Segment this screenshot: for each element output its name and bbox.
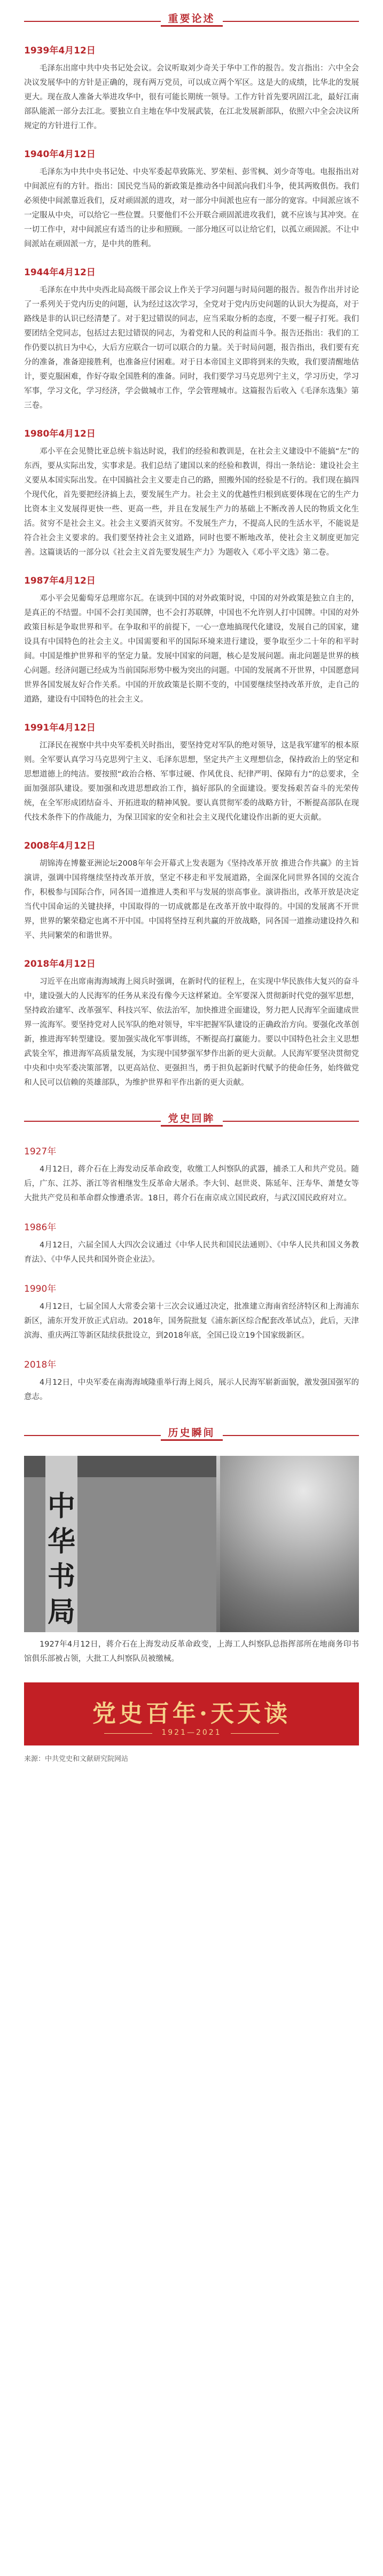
section-header-photo bbox=[0, 1421, 383, 1444]
entry-1939 bbox=[0, 43, 383, 134]
entry-2008 bbox=[0, 838, 383, 943]
section-title-photo: 历史瞬间 bbox=[160, 1425, 222, 1441]
signboard-char: 中 bbox=[48, 1490, 76, 1523]
section-title-important: 重要论述 bbox=[160, 11, 222, 27]
entry-date: 1987年4月12日 bbox=[24, 576, 96, 586]
history-text: 4月12日，六届全国人大四次会议通过《中华人民共和国民法通则》、《中华人民共和国义务教育法》、《中华人民共和国外资企业法》。 bbox=[24, 1241, 359, 1264]
entry-paragraph: 邓小平在会见赞比亚总统卡翁达时说，我们的经验和教训是，在社会主义建设中不能搞“左”的东西，要从实际出发，实事求是。我们总结了建国以来的经验和教训，得出一条结论：建设社会主义要从本国实际出发。在中国搞社会主义要走自己的路，照搬外国的经验是不行的。我们现在搞四个现代化，首先要把经济搞上去，要发展生产力。社会主义的优越性归根到底要体现在它的生产力比资本主义发展得更快一些、更高一些，并且在发展生产力的基础上不断改善人民的物质文化生活。贫穷不是社会主义。社会主义要消灭贫穷。不发展生产力，不提高人民的生活水平，不能说是符合社会主义要求的。我们要坚持社会主义道路，同时也要不断地改革，使社会主义制度更加完善。这篇谈话的一部分以《社会主义首先要发展生产力》为题收入《邓小平文选》第二卷。 bbox=[24, 447, 359, 557]
history-entry-1990 bbox=[0, 1281, 383, 1343]
entry-1987 bbox=[0, 573, 383, 707]
historical-photo bbox=[24, 1456, 359, 1632]
entry-date: 1980年4月12日 bbox=[24, 429, 96, 439]
history-entries bbox=[0, 1144, 383, 1405]
history-text: 4月12日，中央军委在南海海域隆重举行海上阅兵，展示人民海军崭新面貌，激发强国强军的意志。 bbox=[24, 1378, 359, 1401]
entry-date: 2018年4月12日 bbox=[24, 959, 96, 969]
section-title-history: 党史回眸 bbox=[160, 1111, 222, 1127]
entry-date: 2008年4月12日 bbox=[24, 841, 96, 851]
entry-1980 bbox=[0, 426, 383, 560]
history-entry-1986 bbox=[0, 1220, 383, 1267]
section-header-history bbox=[0, 1106, 383, 1130]
entry-2018 bbox=[0, 956, 383, 1090]
history-date: 1927年 bbox=[24, 1146, 57, 1157]
article-page bbox=[0, 6, 383, 2576]
history-date: 1986年 bbox=[24, 1222, 57, 1233]
entry-1940 bbox=[0, 146, 383, 252]
history-date: 1990年 bbox=[24, 1284, 57, 1294]
entry-paragraph: 邓小平会见葡萄牙总理席尔瓦。在谈到中国的对外政策时说，中国的对外政策是独立自主的，是真正的不结盟。中国不会打美国牌，也不会打苏联牌，中国也不允许别人打中国牌。中国的对外政策目标是争取世界和平。在争取和平的前提下，一心一意地搞现代化建设，发展自己的国家，建设具有中国特色的社会主义。中国需要和平的国际环境来进行建设，要争取至少二十年的和平时间。中国是维护世界和平的坚定力量。发展中国家的问题，核心是发展问题。南北问题是世界的核心问题。经济问题已经成为当前国际形势中极为突出的问题。中国的发展离不开世界，中国愿意同世界各国发展友好合作关系。中国的开放政策是长期不变的，中国要继续坚持改革开放，走自己的道路，建设有中国特色的社会主义。 bbox=[24, 594, 359, 704]
history-text: 4月12日，蒋介石在上海发动反革命政变，收缴工人纠察队的武器，捕杀工人和共产党员。随后，广东、江苏、浙江等省相继发生反革命大屠杀。李大钊、赵世炎、陈延年、汪寿华、萧楚女等大批共产党员和革命群众惨遭杀害。18日，蒋介石在南京成立国民政府，与武汉国民政府对立。 bbox=[24, 1165, 359, 1202]
important-entries bbox=[0, 43, 383, 1090]
entry-paragraph: 毛泽东出席中共中央书记处会议。会议听取刘少奇关于华中工作的报告。发言指出：六中全会决议发展华中的方针是正确的，现有两万党员，可以成立两个军区。这是大的成绩，比华北的发展更大。现在敌人准备大举进攻华中，很有可能长期统一领导。工作方针首先要巩固江北，最好江南部队能派一部分去江北。要独立自主地在华中发展武装，在江北发展新部队，依照六中全会决议所规定的方针进行工作。 bbox=[24, 64, 359, 130]
entry-paragraph: 江泽民在视察中共中央军委机关时指出，要坚持党对军队的绝对领导，这是我军建军的根本原则。全军要认真学习马克思列宁主义、毛泽东思想，坚定共产主义理想信念，保持政治上的坚定和思想道德上的纯洁。要按照“政治合格、军事过硬、作风优良、纪律严明、保障有力”的总要求，全面加强部队建设。要加强和改进思想政治工作，搞好部队的全面建设。要发扬艰苦奋斗的光荣传统，在全军形成团结奋斗、开拓进取的精神风貌。要认真贯彻军委的战略方针，不断提高部队在现代技术条件下的作战能力，为保卫国家的安全和社会主义现代化建设作出新的更大贡献。 bbox=[24, 741, 359, 822]
entry-paragraph: 习近平在出席南海海域海上阅兵时强调，在新时代的征程上，在实现中华民族伟大复兴的奋斗中，建设强大的人民海军的任务从来没有像今天这样紧迫。全军要深入贯彻新时代党的强军思想，坚持政治建军、改革强军、科技兴军、依法治军，加快推进全面建设，努力把人民海军全面建成世界一流海军。要坚持党对人民军队的绝对领导，牢牢把握军队建设的正确政治方向。要强化改革创新，推进海军转型建设。要加强实战化军事训练，不断提高打赢能力。要以中国特色社会主义思想武装全军，推进海军高质量发展，为实现中国梦强军梦作出新的更大贡献。人民海军要坚决贯彻党中央和中央军委决策部署，以更高站位、更强担当，勇于担负起新时代赋予的使命任务，始终做党和人民可以信赖的英雄部队，为维护世界和平作出新的更大贡献。 bbox=[24, 977, 359, 1087]
photo-caption: 1927年4月12日，蒋介石在上海发动反革命政变，上海工人纠察队总指挥部所在地商务印书馆俱乐部被占领，大批工人纠察队员被缴械。 bbox=[24, 1640, 359, 1663]
entry-date: 1944年4月12日 bbox=[24, 267, 96, 278]
entry-1944 bbox=[0, 265, 383, 413]
entry-paragraph: 毛泽东为中共中央书记处、中央军委起草致陈光、罗荣桓、彭雪枫、刘少奇等电。电报指出对中间派应有的方针。指出：国民党当局的新政策是推动各中间派向我们斗争，使其两败俱伤。我们必须使中间派靠近我们，反对顽固派的进攻，对一部分中间派也应有一部分的宽容。中间派应该不一定服从中央，可以给它一些位置。只要他们不公开联合顽固派进攻我们，就不应该与其冲突。在一切工作中，对中间派应有适当的让步和照顾。一部分地区可以让给它们，以孤立顽固派。不让中间派站在顽固派一方，是中共的胜利。 bbox=[24, 168, 359, 249]
entry-date: 1939年4月12日 bbox=[24, 45, 96, 56]
history-date: 2018年 bbox=[24, 1360, 57, 1370]
signboard-char: 华 bbox=[48, 1525, 76, 1558]
signboard-char: 书 bbox=[48, 1561, 76, 1593]
photo-tree bbox=[220, 1456, 359, 1632]
entry-1991 bbox=[0, 720, 383, 825]
entry-paragraph: 胡锦涛在博鳌亚洲论坛2008年年会开幕式上发表题为《坚持改革开放 推进合作共赢》的主旨演讲，强调中国将继续坚持改革开放，坚定不移走和平发展道路，全面深化同世界各国的交流合作，积极参与国际合作，同各国一道推进人类和平与发展的崇高事业。演讲指出，改革开放是决定当代中国命运的关键抉择，中国取得的一切成就都是在改革开放中取得的。中国的发展离不开世界，世界的繁荣稳定也离不开中国。中国将坚持互利共赢的开放战略，同各国一道推动建设持久和平、共同繁荣的和谐世界。 bbox=[24, 859, 359, 940]
entry-date: 1991年4月12日 bbox=[24, 723, 96, 733]
history-text: 4月12日，七届全国人大常委会第十三次会议通过决定，批准建立海南省经济特区和上海浦东新区，浦东开发开放正式启动。2018年，国务院批复《浦东新区综合配套改革试点》，此后，天津滨海、重庆两江等新区陆续获批设立，到2018年底，全国已设立19个国家级新区。 bbox=[24, 1302, 359, 1340]
history-entry-2018 bbox=[0, 1357, 383, 1405]
history-entry-1927 bbox=[0, 1144, 383, 1206]
entry-paragraph: 毛泽东在中共中央西北局高级干部会议上作关于学习问题与时局问题的报告。报告作出并讨论了一系列关于党内历史的问题，认为经过这次学习，全党对于党内历史问题的认识大为提高，对于路线是非的认识已经清楚了。对于犯过错误的同志，应当采取分析的态度，不要一棍子打死。我们要团结全党同志，包括过去犯过错误的同志，为着党和人民的利益而斗争。报告还指出：我们的工作仍要以抗日为中心，大后方应联合一切可以联合的力量。关于时局问题，报告指出，我们要有充分的准备，准备迎接胜利，也准备应付困难。对于日本帝国主义即将到来的失败，我们要清醒地估计，要克服困难，作好夺取全国胜利的准备。同时，我们要学习马克思列宁主义，学习历史，学习军事，学习文化，学习经济，学会做城市工作，学会管理城市。这篇报告后收入《毛泽东选集》第三卷。 bbox=[24, 286, 359, 410]
section-header-important bbox=[0, 6, 383, 30]
source-note: 来源：中共党史和文献研究院网站 bbox=[24, 1755, 129, 1763]
signboard-char: 局 bbox=[48, 1596, 76, 1628]
party-history-banner bbox=[24, 1682, 359, 1745]
entry-date: 1940年4月12日 bbox=[24, 149, 96, 160]
banner-title: 党史百年·天天读 bbox=[92, 1700, 291, 1727]
photo-caption-block bbox=[0, 1638, 383, 1666]
banner-years: 1921—2021 bbox=[161, 1728, 222, 1737]
